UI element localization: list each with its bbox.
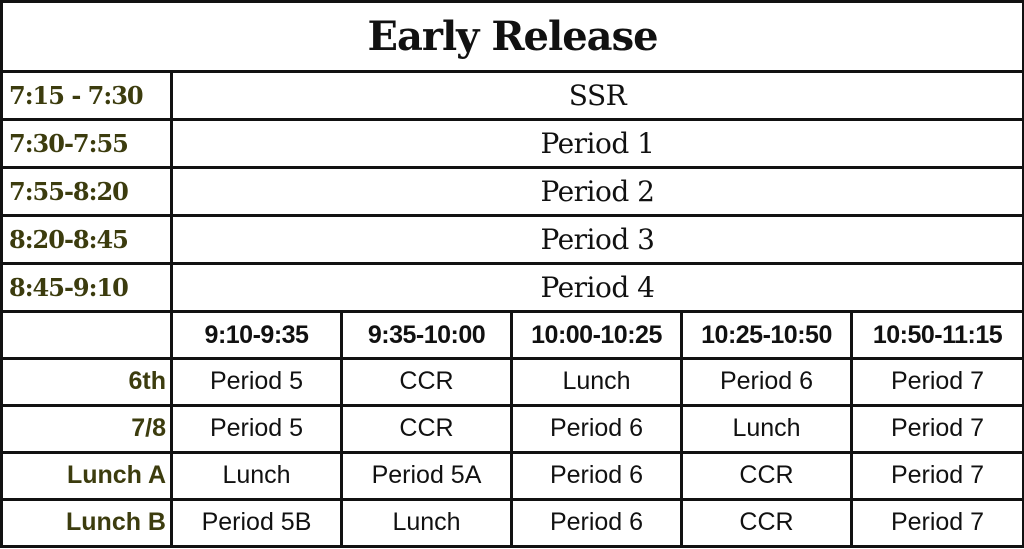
shared-period-row [2,71,1024,119]
shared-period-row [2,215,1024,263]
split-time-header: 10:00-10:25 [512,312,682,359]
group-row [2,452,1024,499]
schedule-cell: Period 5 [172,358,342,405]
title-row [2,2,1024,72]
split-time-header: 10:25-10:50 [682,312,852,359]
schedule-cell: Lunch [172,452,342,499]
shared-period-row [2,167,1024,215]
time-label: 8:20-8:45 [2,215,172,263]
time-label: 7:55-8:20 [2,167,172,215]
schedule-cell: Period 6 [512,499,682,546]
schedule-cell: Lunch [682,405,852,452]
group-row [2,499,1024,546]
group-label: 6th [2,358,172,405]
time-label: 8:45-9:10 [2,264,172,312]
schedule-cell: Lunch [342,499,512,546]
split-time-header: 9:35-10:00 [342,312,512,359]
schedule-cell: CCR [342,358,512,405]
schedule-cell: CCR [682,452,852,499]
schedule-cell: Period 6 [512,452,682,499]
schedule-cell: Period 6 [512,405,682,452]
time-label: 7:30-7:55 [2,119,172,167]
schedule-cell: CCR [682,499,852,546]
period-label: SSR [172,71,1024,119]
period-label: Period 2 [172,167,1024,215]
group-row [2,358,1024,405]
schedule-cell: Period 7 [852,405,1024,452]
group-row [2,405,1024,452]
schedule-cell: Period 5A [342,452,512,499]
header-corner-cell [2,312,172,359]
split-header-row [2,312,1024,359]
schedule-title: Early Release [2,2,1024,72]
period-label: Period 1 [172,119,1024,167]
period-label: Period 3 [172,215,1024,263]
group-label: Lunch A [2,452,172,499]
schedule-cell: Period 5 [172,405,342,452]
group-label: Lunch B [2,499,172,546]
shared-period-row [2,119,1024,167]
schedule-cell: Period 7 [852,452,1024,499]
schedule-cell: Period 7 [852,499,1024,546]
group-label: 7/8 [2,405,172,452]
time-label: 7:15 - 7:30 [2,71,172,119]
shared-period-row [2,264,1024,312]
split-time-header: 9:10-9:35 [172,312,342,359]
schedule-cell: Period 7 [852,358,1024,405]
schedule-cell: Period 6 [682,358,852,405]
schedule-cell: Period 5B [172,499,342,546]
schedule-cell: CCR [342,405,512,452]
schedule-cell: Lunch [512,358,682,405]
period-label: Period 4 [172,264,1024,312]
split-time-header: 10:50-11:15 [852,312,1024,359]
